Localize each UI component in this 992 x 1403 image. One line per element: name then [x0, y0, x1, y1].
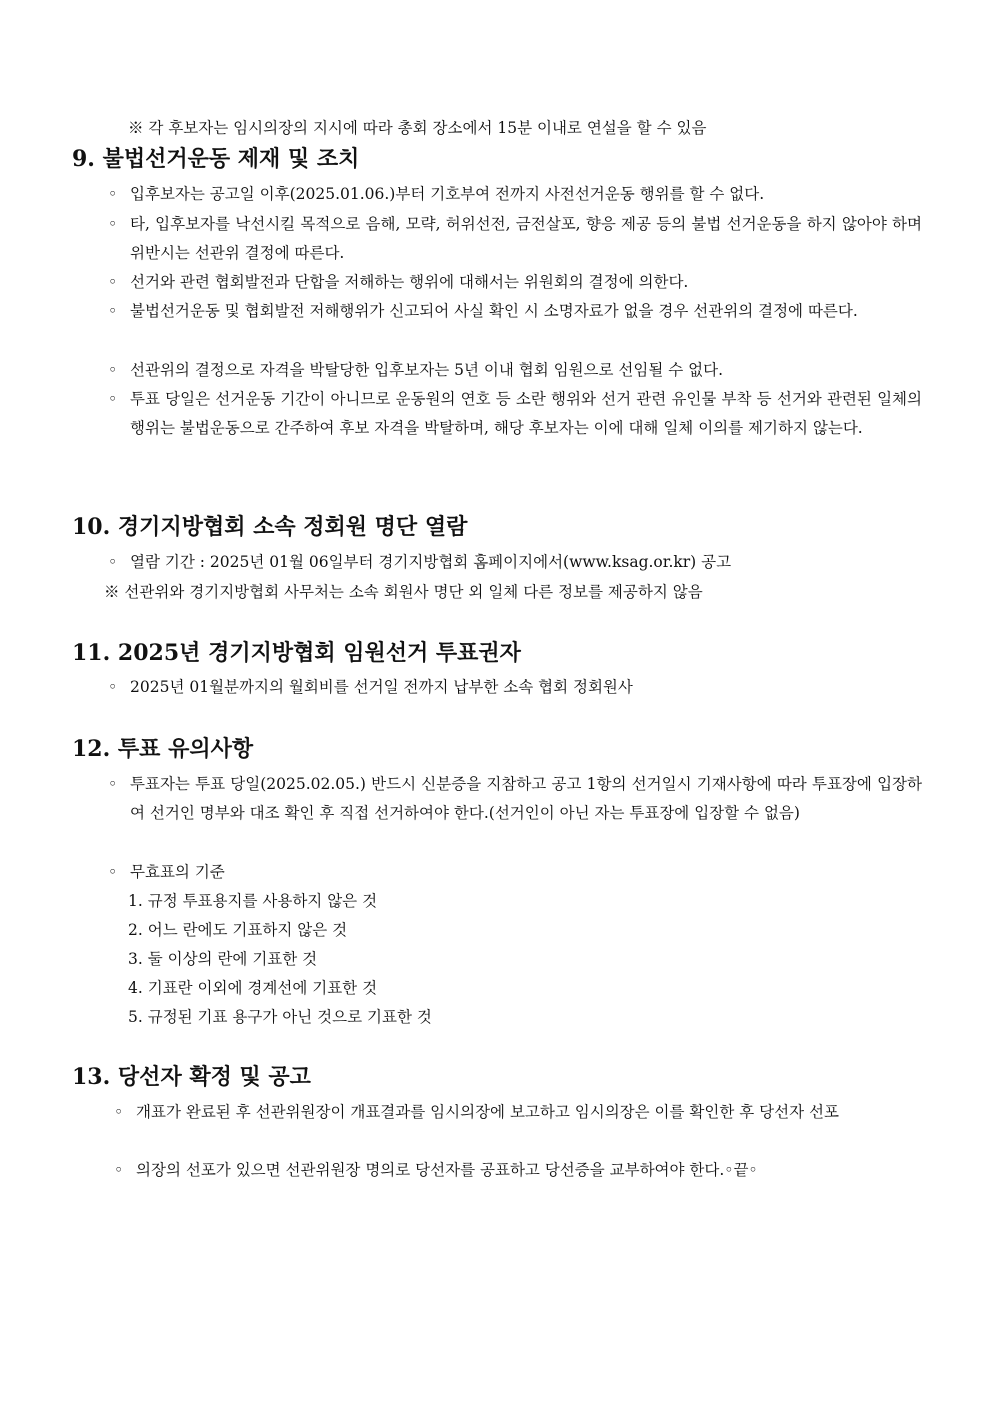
item-text: 의장의 선포가 있으면 선관위원장 명의로 당선자를 공표하고 당선증을 교부하여야 한다.◦끝◦ — [136, 1161, 758, 1179]
section-10-heading: 10. 경기지방협회 소속 정회원 명단 열람 — [72, 514, 468, 540]
item-text: 열람 기간 : 2025년 01월 06일부터 경기지방협회 홈페이지에서(www.ksag.or.kr) 공고 — [130, 553, 732, 571]
invalid-criterion-4: 4. 기표란 이외에 경계선에 기표한 것 — [128, 979, 378, 997]
section-9-item-4 — [108, 297, 922, 326]
section-9-item-5 — [108, 356, 922, 385]
item-text: 타, 입후보자를 낙선시킬 목적으로 음해, 모략, 허위선전, 금전살포, 향응 제공 등의 불법 선거운동을 하지 않아야 하며 위반시는 선관위 결정에 따른다. — [130, 215, 922, 262]
section-13-item-2 — [114, 1156, 922, 1185]
item-text: 입후보자는 공고일 이후(2025.01.06.)부터 기호부여 전까지 사전선거운동 행위를 할 수 없다. — [130, 185, 765, 203]
section-12-item-1 — [108, 770, 922, 828]
section-12-item-2 — [108, 858, 922, 887]
bullet-mark: ◦ — [108, 185, 118, 203]
section-12-heading: 12. 투표 유의사항 — [72, 736, 254, 762]
section-9-item-3 — [108, 268, 922, 297]
item-text: 불법선거운동 및 협회발전 저해행위가 신고되어 사실 확인 시 소명자료가 없을 경우 선관위의 결정에 따른다. — [130, 302, 858, 320]
section-10-item-1 — [108, 548, 922, 577]
bullet-mark: ◦ — [108, 215, 118, 233]
item-text: 무효표의 기준 — [130, 863, 225, 881]
item-text: 선거와 관련 협회발전과 단합을 저해하는 행위에 대해서는 위원회의 결정에 의한다. — [130, 273, 689, 291]
section-11-heading: 11. 2025년 경기지방협회 임원선거 투표권자 — [72, 640, 521, 666]
section-9-item-2 — [108, 210, 922, 268]
bullet-mark: ◦ — [108, 302, 118, 320]
bullet-mark: ◦ — [108, 678, 118, 696]
item-text: 선관위의 결정으로 자격을 박탈당한 입후보자는 5년 이내 협회 임원으로 선임될 수 없다. — [130, 361, 724, 379]
section-11-item-1 — [108, 673, 922, 702]
section-13-heading: 13. 당선자 확정 및 공고 — [72, 1064, 311, 1090]
bullet-mark: ◦ — [108, 553, 118, 571]
speech-note: ※ 각 후보자는 임시의장의 지시에 따라 총회 장소에서 15분 이내로 연설을 할 수 있음 — [128, 119, 707, 137]
bullet-mark: ◦ — [108, 775, 118, 793]
bullet-mark: ◦ — [108, 390, 118, 408]
invalid-criterion-1: 1. 규정 투표용지를 사용하지 않은 것 — [128, 892, 378, 910]
bullet-mark: ◦ — [108, 273, 118, 291]
section-9-item-6 — [108, 385, 922, 443]
bullet-mark: ◦ — [108, 863, 118, 881]
bullet-mark: ◦ — [108, 361, 118, 379]
bullet-mark: ◦ — [114, 1103, 124, 1121]
section-9-heading: 9. 불법선거운동 제재 및 조치 — [72, 146, 360, 172]
bullet-mark: ◦ — [114, 1161, 124, 1179]
item-text: 개표가 완료된 후 선관위원장이 개표결과를 임시의장에 보고하고 임시의장은 이를 확인한 후 당선자 선포 — [136, 1103, 839, 1121]
item-text: 투표 당일은 선거운동 기간이 아니므로 운동원의 연호 등 소란 행위와 선거 관련 유인물 부착 등 선거와 관련된 일체의 행위는 불법운동으로 간주하여 후보 자격을 박탈하며, 해당 후보자는 이에 대해 일체 이의를 제기하지 않는다. — [130, 390, 922, 437]
invalid-criterion-2: 2. 어느 란에도 기표하지 않은 것 — [128, 921, 348, 939]
item-text: 투표자는 투표 당일(2025.02.05.) 반드시 신분증을 지참하고 공고 1항의 선거일시 기재사항에 따라 투표장에 입장하여 선거인 명부와 대조 확인 후 직접 선거하여야 한다.(선거인이 아닌 자는 투표장에 입장할 수 없음) — [130, 775, 922, 822]
invalid-criterion-5: 5. 규정된 기표 용구가 아닌 것으로 기표한 것 — [128, 1008, 432, 1026]
section-9-item-1 — [108, 180, 922, 209]
item-text: 2025년 01월분까지의 월회비를 선거일 전까지 납부한 소속 협회 정회원사 — [130, 678, 633, 696]
invalid-criterion-3: 3. 둘 이상의 란에 기표한 것 — [128, 950, 318, 968]
section-10-note: ※ 선관위와 경기지방협회 사무처는 소속 회원사 명단 외 일체 다른 정보를 제공하지 않음 — [104, 583, 703, 601]
section-13-item-1 — [114, 1098, 922, 1127]
